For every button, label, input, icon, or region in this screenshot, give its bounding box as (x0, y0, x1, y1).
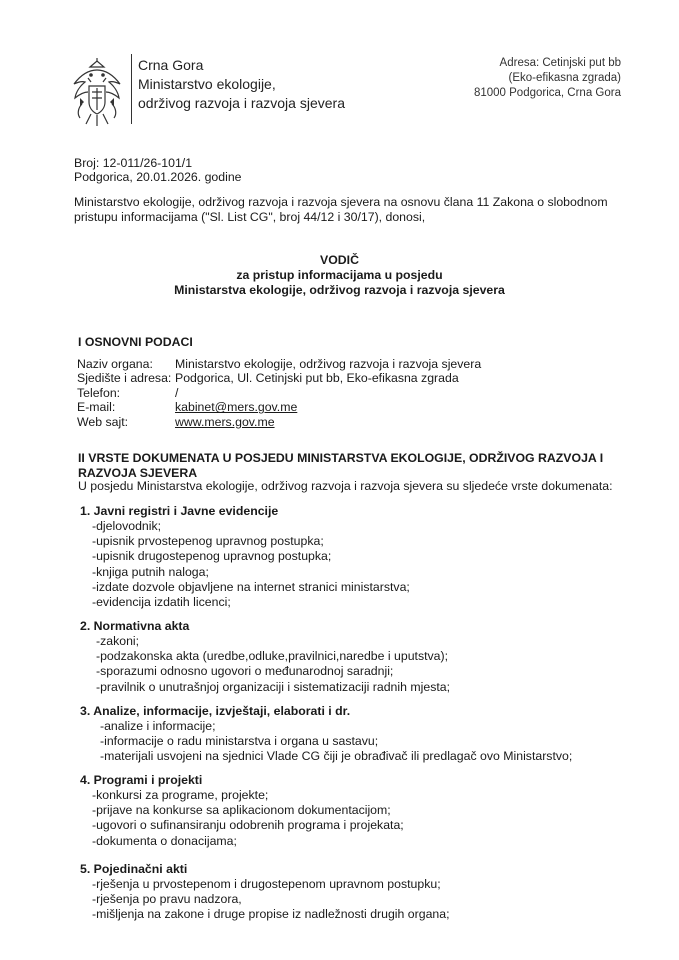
section-1-heading: I OSNOVNI PODACI (78, 335, 193, 349)
info-label: E-mail: (77, 400, 116, 415)
section-2-heading-line-2: RAZVOJA SJEVERA (78, 466, 198, 480)
address-line-3: 81000 Podgorica, Crna Gora (473, 87, 621, 99)
list-item: -upisnik drugostepenog upravnog postupka; (92, 549, 332, 564)
list-item: -konkursi za programe, projekte; (92, 788, 269, 802)
intro-line-1: Ministarstvo ekologije, održivog razvoja i razvoja sjevera na osnovu člana 11 Zakona o slobodnom (74, 195, 608, 209)
list-item: -zakoni; (96, 634, 140, 648)
info-value: Ministarstvo ekologije, održivog razvoja i razvoja sjevera (175, 357, 482, 371)
address-line-1: Adresa: Cetinjski put bb (499, 57, 621, 69)
category-4-list (92, 788, 404, 849)
info-value: / (175, 385, 179, 400)
list-item: -informacije o radu ministarstva i organa u sastavu; (100, 734, 379, 749)
ministry-header (138, 56, 345, 113)
ministry-name-line1: Ministarstvo ekologije, (138, 76, 276, 92)
ministry-address (474, 56, 621, 101)
category-2-title: 2. Normativna akta (80, 619, 190, 633)
document-title: VODIČ (320, 253, 359, 267)
list-item: -podzakonska akta (uredbe,odluke,pravilnici,naredbe i uputstva); (96, 649, 449, 664)
list-item: -sporazumi odnosno ugovori o međunarodnoj saradnji; (96, 664, 394, 679)
list-item: -rješenja po pravu nadzora, (92, 892, 242, 907)
document-subtitle-2: Ministarstva ekologije, održivog razvoja i razvoja sjevera (174, 283, 505, 297)
website-link[interactable]: www.mers.gov.me (175, 414, 275, 429)
place-and-date: Podgorica, 20.01.2026. godine (74, 170, 242, 184)
info-row-phone (77, 386, 481, 400)
header-divider (131, 54, 132, 124)
info-label: Telefon: (77, 385, 121, 400)
info-row-email (77, 400, 481, 414)
list-item: -analize i informacije; (100, 719, 216, 733)
list-item: -materijali usvojeni na sjednici Vlade CG čiji je obrađivač ili predlagač ovo Ministarstvo; (100, 749, 573, 764)
info-label: Web sajt: (77, 414, 129, 429)
country-name: Crna Gora (138, 57, 204, 73)
list-item: -prijave na konkurse sa aplikacionom dokumentacijom; (92, 803, 391, 818)
basic-info-table (77, 357, 481, 429)
document-number: Broj: 12-011/26-101/1 (74, 156, 193, 170)
list-item: -upisnik prvostepenog upravnog postupka; (92, 534, 324, 549)
list-item: -dokumenta o donacijama; (92, 833, 237, 848)
list-item: -rješenja u prvostepenom i drugostepenom upravnom postupku; (92, 877, 441, 891)
section-2-intro: U posjedu Ministarstva ekologije, održivog razvoja i razvoja sjevera su sljedeće vrste dokumenata: (78, 479, 613, 493)
email-link[interactable]: kabinet@mers.gov.me (175, 400, 298, 415)
intro-line-2: pristupu informacijama ("Sl. List CG", broj 44/12 i 30/17), donosi, (74, 210, 426, 224)
list-item: -pravilnik o unutrašnjoj organizaciji i sistematizaciji radnih mjesta; (96, 679, 451, 694)
coat-of-arms-emblem (68, 58, 126, 128)
info-value: Podgorica, Ul. Cetinjski put bb, Eko-efikasna zgrada (175, 371, 459, 386)
section-2-heading-line-1: II VRSTE DOKUMENATA U POSJEDU MINISTARSTVA EKOLOGIJE, ODRŽIVOG RAZVOJA I (78, 451, 604, 465)
list-item: -izdate dozvole objavljene na internet stranici ministarstva; (92, 579, 410, 594)
info-label: Naziv organa: (77, 357, 153, 371)
category-1-title: 1. Javni registri i Javne evidencije (80, 504, 279, 518)
category-3-title: 3. Analize, informacije, izvještaji, elaborati i dr. (80, 704, 351, 718)
list-item: -djelovodnik; (92, 519, 162, 533)
list-item: -evidencija izdatih licenci; (92, 595, 231, 610)
address-line-2: (Eko-efikasna zgrada) (508, 72, 621, 84)
category-1-list (92, 519, 410, 610)
category-2-list (96, 634, 450, 695)
category-3-list (100, 719, 572, 765)
document-subtitle-1: za pristup informacijama u posjedu (236, 268, 443, 282)
category-4-title: 4. Programi i projekti (80, 773, 203, 787)
ministry-name-line2: održivog razvoja i razvoja sjevera (138, 95, 345, 111)
list-item: -ugovori o sufinansiranju odobrenih programa i projekata; (92, 818, 404, 833)
list-item: -mišljenja na zakone i druge propise iz nadležnosti drugih organa; (92, 907, 450, 922)
info-row-website (77, 415, 481, 429)
info-row-address (77, 371, 481, 385)
category-5-list (92, 877, 450, 923)
info-label: Sjedište i adresa: (77, 371, 172, 386)
list-item: -knjiga putnih naloga; (92, 564, 209, 579)
info-row-name (77, 357, 481, 371)
category-5-title: 5. Pojedinačni akti (80, 862, 188, 876)
